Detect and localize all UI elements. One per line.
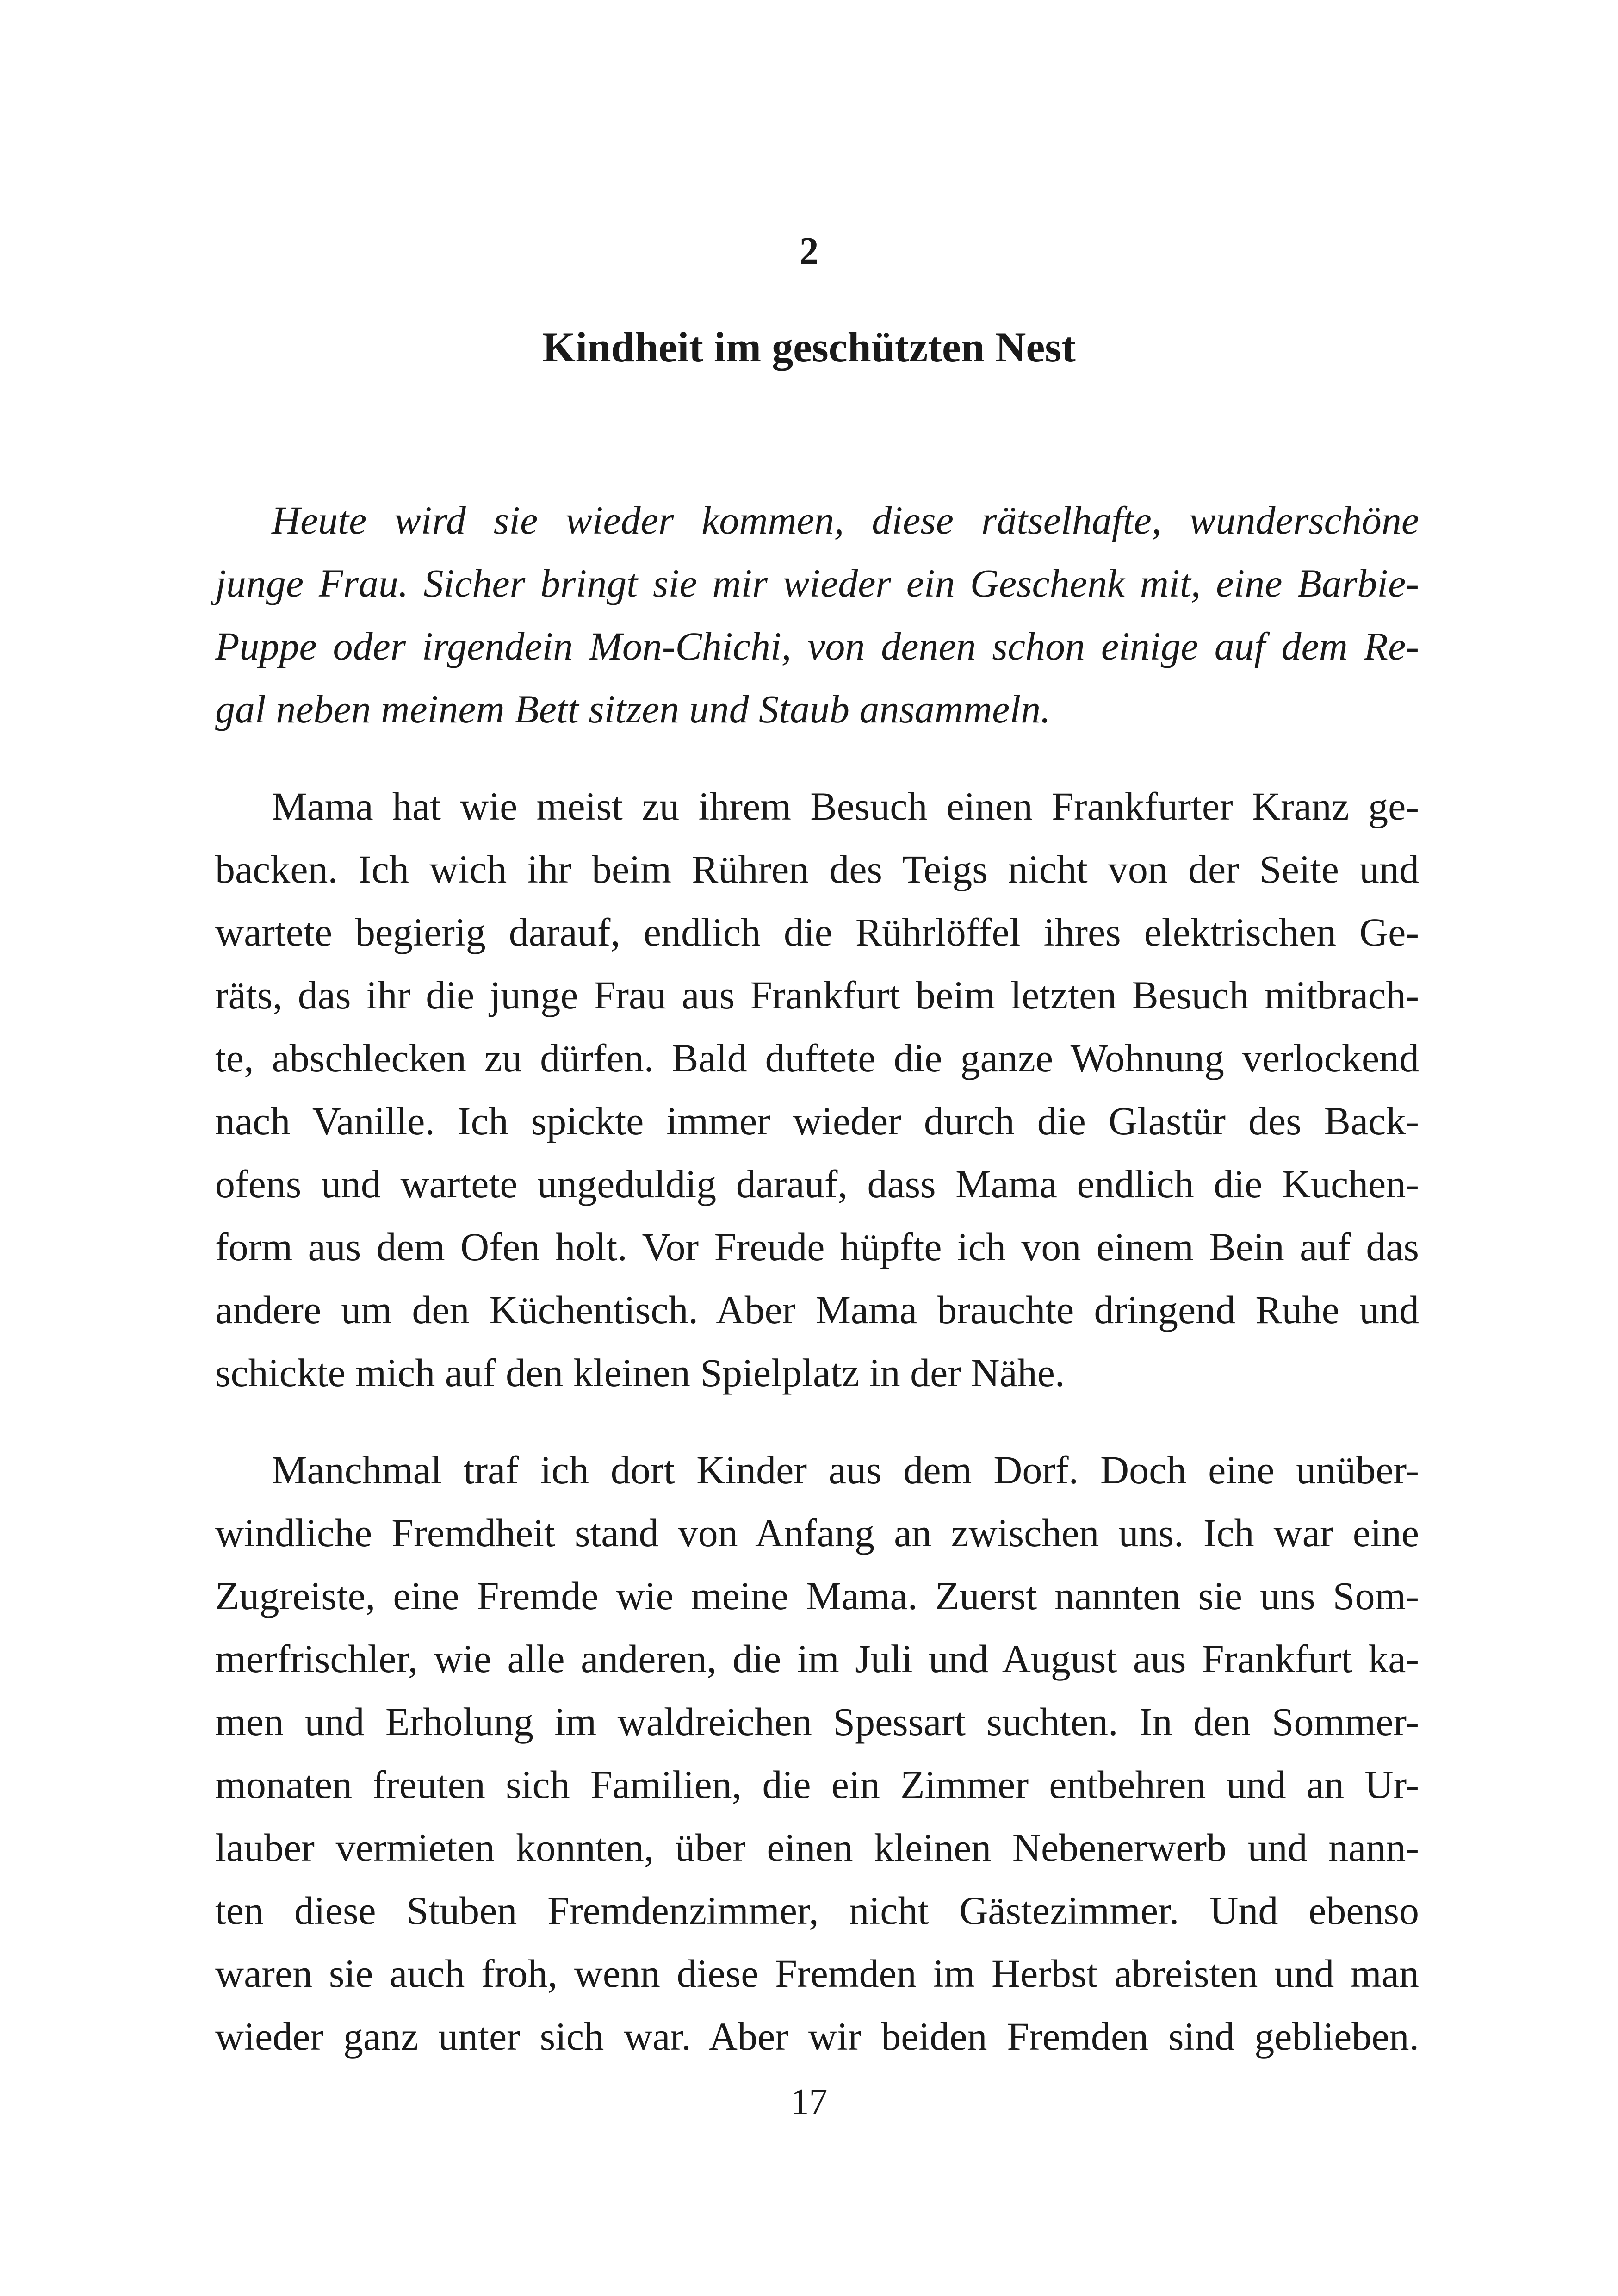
chapter-number: 2 — [799, 230, 819, 273]
text-line: ten diese Stuben Fremdenzimmer, nicht Gästezimmer. Und ebenso — [215, 1888, 1419, 1933]
text-line: lauber vermieten konnten, über einen kleinen Nebenerwerb und nann- — [215, 1825, 1419, 1870]
text-line: Heute wird sie wieder kommen, diese rätselhafte, wunderschöne — [272, 498, 1419, 542]
text-line: merfrischler, wie alle anderen, die im Juli und August aus Frankfurt ka- — [215, 1636, 1419, 1681]
text-line: gal neben meinem Bett sitzen und Staub ansammeln. — [215, 687, 1051, 731]
body-paragraph — [215, 1438, 1419, 2068]
text-line: andere um den Küchentisch. Aber Mama brauchte dringend Ruhe und — [215, 1288, 1419, 1332]
text-line: windliche Fremdheit stand von Anfang an zwischen uns. Ich war eine — [215, 1511, 1419, 1555]
text-line: wieder ganz unter sich war. Aber wir beiden Fremden sind geblieben. — [215, 2014, 1419, 2059]
text-line: schickte mich auf den kleinen Spielplatz in der Nähe. — [215, 1350, 1065, 1395]
text-line: men und Erholung im waldreichen Spessart suchten. In den Sommer- — [215, 1699, 1419, 1744]
chapter-body — [215, 489, 1419, 2068]
intro-paragraph — [215, 489, 1419, 740]
text-line: Manchmal traf ich dort Kinder aus dem Dorf. Doch eine unüber- — [272, 1448, 1419, 1492]
text-line: nach Vanille. Ich spickte immer wieder durch die Glastür des Back- — [215, 1099, 1419, 1143]
page-number: 17 — [790, 2082, 828, 2122]
text-line: backen. Ich wich ihr beim Rühren des Teigs nicht von der Seite und — [215, 847, 1419, 891]
text-line: waren sie auch froh, wenn diese Fremden im Herbst abreisten und man — [215, 1951, 1419, 1996]
text-line: form aus dem Ofen holt. Vor Freude hüpfte ich von einem Bein auf das — [215, 1225, 1419, 1269]
body-paragraph — [215, 775, 1419, 1404]
text-line: Mama hat wie meist zu ihrem Besuch einen Frankfurter Kranz ge- — [272, 784, 1419, 828]
text-line: wartete begierig darauf, endlich die Rührlöffel ihres elektrischen Ge- — [215, 910, 1419, 954]
text-line: ofens und wartete ungeduldig darauf, dass Mama endlich die Kuchen- — [215, 1162, 1419, 1206]
text-line: monaten freuten sich Familien, die ein Zimmer entbehren und an Ur- — [215, 1762, 1419, 1807]
text-line: Zugreiste, eine Fremde wie meine Mama. Zuerst nannten sie uns Som- — [215, 1574, 1419, 1618]
text-line: junge Frau. Sicher bringt sie mir wieder ein Geschenk mit, eine Barbie- — [215, 561, 1419, 605]
text-line: Puppe oder irgendein Mon-Chichi, von denen schon einige auf dem Re- — [215, 624, 1419, 668]
text-line: te, abschlecken zu dürfen. Bald duftete die ganze Wohnung verlockend — [215, 1036, 1419, 1080]
chapter-title: Kindheit im geschützten Nest — [542, 324, 1076, 371]
text-line: räts, das ihr die junge Frau aus Frankfurt beim letzten Besuch mitbrach- — [215, 973, 1419, 1017]
